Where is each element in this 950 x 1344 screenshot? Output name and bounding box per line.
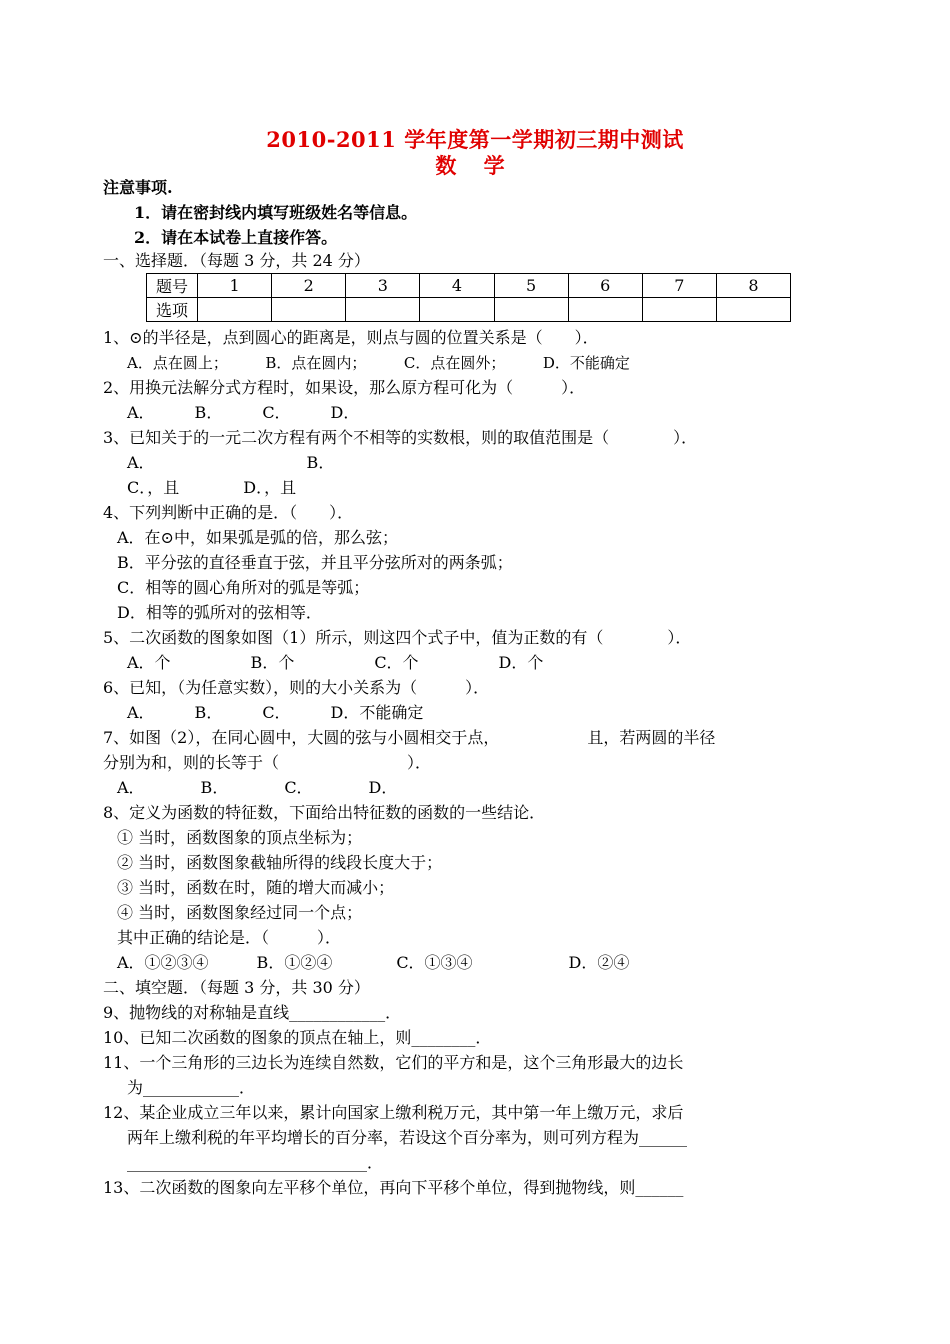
answer-table [146,273,791,322]
exam-title: 2010-2011 学年度第一学期初三期中测试 [266,127,684,152]
table-cell: 5 [494,274,568,298]
answer-cell[interactable] [198,298,272,322]
question-line: 11、一个三角形的三边长为连续自然数，它们的平方和是，这个三角形最大的边长 [103,1053,684,1072]
table-cell: 1 [198,274,272,298]
option-line: C．，且 D．，且 [127,478,297,497]
answer-cell[interactable] [568,298,642,322]
option-line: B．平分弦的直径垂直于弦，并且平分弦所对的两条弧； [117,553,513,572]
question-line: 8、定义为函数的特征数，下面给出特征数的函数的一些结论． [103,803,546,822]
table-cell: 4 [420,274,494,298]
notice-item-2: 2．请在本试卷上直接作答。 [134,228,338,247]
option-line: A． B． C． D．不能确定 [127,703,424,722]
notice-heading: 注意事项. [103,178,173,197]
option-line: C．相等的圆心角所对的弧是等弧； [117,578,370,597]
option-line: A．在⊙中，如果弧是弧的倍，那么弦； [117,528,398,547]
answer-cell[interactable] [420,298,494,322]
answer-cell[interactable] [642,298,716,322]
exam-subject: 数 学 [435,153,515,178]
question-line: 3、已知关于的一元二次方程有两个不相等的实数根，则的取值范围是（ ）． [103,428,698,447]
question-line: 6、已知，（为任意实数），则的大小关系为（ ）． [103,678,490,697]
option-line: ② 当时，函数图象截轴所得的线段长度大于； [117,853,443,872]
option-line: ④ 当时，函数图象经过同一个点； [117,903,363,922]
question-line: 10、已知二次函数的图象的顶点在轴上，则________． [103,1028,492,1047]
question-line: ______________________________． [127,1153,384,1172]
table-cell: 6 [568,274,642,298]
section2-title: 二、填空题．（每题 3 分，共 30 分） [103,978,370,997]
question-line: 2、用换元法解分式方程时，如果设，那么原方程可化为（ ）． [103,378,586,397]
table-cell: 题号 [147,274,198,298]
table-cell: 选项 [147,298,198,322]
option-line: A．点在圆上； B．点在圆内； C．点在圆外； D．不能确定 [127,354,630,372]
table-cell: 8 [716,274,790,298]
option-line: A．个 B．个 C．个 D．个 [127,653,544,672]
question-line: 13、二次函数的图象向左平移个单位，再向下平移个单位，得到抛物线，则______ [103,1178,684,1197]
question-line: 为____________． [127,1078,256,1097]
table-row [147,274,791,298]
question-line: 7、如图（2），在同心圆中，大圆的弦与小圆相交于点， 且，若两圆的半径 [103,728,716,747]
question-line: 9、抛物线的对称轴是直线____________． [103,1003,402,1022]
table-row [147,298,791,322]
answer-cell[interactable] [346,298,420,322]
answer-cell[interactable] [716,298,790,322]
notice-item-1: 1．请在密封线内填写班级姓名等信息。 [134,203,418,222]
option-line: D．相等的弧所对的弦相等． [117,603,322,622]
question-line: 5、二次函数的图象如图（1）所示，则这四个式子中，值为正数的有（ ）． [103,628,692,647]
option-line: A．①②③④ B．①②④ C．①③④ D．②④ [117,953,630,972]
option-line: A． B． C． D． [117,778,398,797]
table-cell: 7 [642,274,716,298]
table-cell: 2 [272,274,346,298]
option-line: ③ 当时，函数在时，随的增大而减小； [117,878,395,897]
option-line: ① 当时，函数图象的顶点坐标为； [117,828,363,847]
question-line: 两年上缴利税的年平均增长的百分率，若设这个百分率为，则可列方程为______ [127,1128,688,1147]
answer-cell[interactable] [272,298,346,322]
section1-title: 一、选择题．（每题 3 分，共 24 分） [103,251,370,270]
question-line: 分别为和，则的长等于（ ）． [103,753,432,772]
option-line: A． B． C． D． [127,403,360,422]
option-line: A． B． [127,453,335,472]
question-line: 12、某企业成立三年以来，累计向国家上缴利税万元，其中第一年上缴万元，求后 [103,1103,684,1122]
question-line: 1、⊙的半径是，点到圆心的距离是，则点与圆的位置关系是（ ）． [103,328,599,347]
answer-cell[interactable] [494,298,568,322]
option-line: 其中正确的结论是．（ ）． [117,928,342,947]
table-cell: 3 [346,274,420,298]
question-line: 4、下列判断中正确的是．（ ）． [103,503,354,522]
